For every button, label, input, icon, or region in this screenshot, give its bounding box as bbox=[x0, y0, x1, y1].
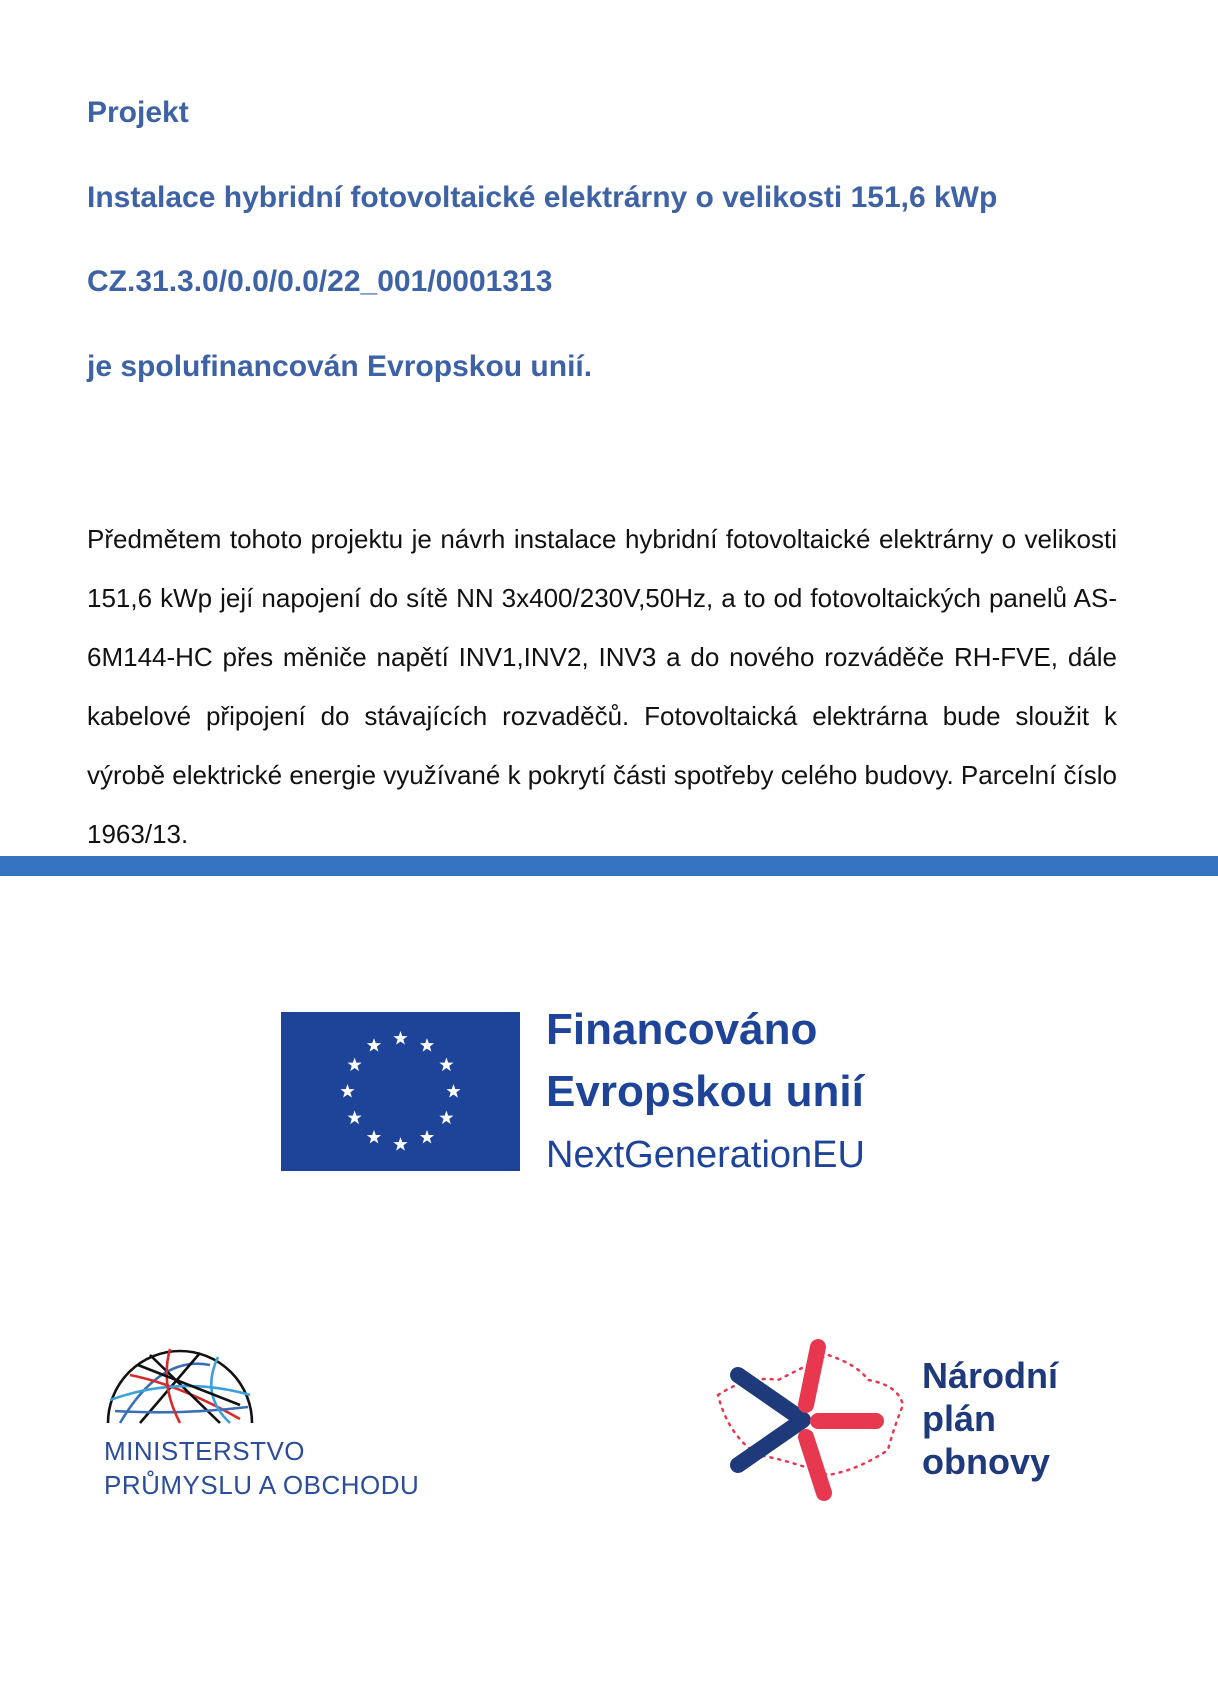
mpo-name-line2: PRŮMYSLU A OBCHODU bbox=[104, 1470, 420, 1500]
funding-statement: je spolufinancován Evropskou unií. bbox=[87, 350, 593, 383]
project-title: Instalace hybridní fotovoltaické elektrárny o velikosti 151,6 kWp bbox=[87, 181, 998, 214]
eu-funded-line2: Evropskou unií bbox=[546, 1067, 864, 1116]
eu-flag-icon bbox=[281, 1012, 520, 1171]
npo-logo-icon bbox=[708, 1335, 908, 1505]
npo-name-line2: plán bbox=[922, 1398, 997, 1439]
eu-nextgen-label: NextGenerationEU bbox=[546, 1134, 865, 1176]
eu-funded-line1: Financováno bbox=[546, 1005, 818, 1054]
project-description: Předmětem tohoto projektu je návrh instalace hybridní fotovoltaické elektrárny o velikosti 151,6 kWp její napojení do sítě NN 3x400/230V,50Hz, a to od fotovoltaických panelů AS-6M144-HC přes měniče napětí INV1,INV2, INV3 a do nového rozváděče RH-FVE, dále kabelové připojení do stávajících rozvaděčů. Fotovoltaická elektrárna bude sloužit k výrobě elektrické energie využívané k pokrytí části spotřeby celého budovy. Parcelní číslo 1963/13. bbox=[87, 524, 1117, 849]
npo-name-line1: Národní bbox=[922, 1355, 1059, 1396]
npo-name-line3: obnovy bbox=[922, 1441, 1051, 1482]
mpo-globe-icon bbox=[100, 1345, 260, 1425]
mpo-name-line1: MINISTERSTVO bbox=[104, 1436, 306, 1466]
project-label: Projekt bbox=[87, 96, 189, 129]
project-code: CZ.31.3.0/0.0/0.0/22_001/0001313 bbox=[87, 265, 553, 298]
section-divider bbox=[0, 856, 1218, 876]
